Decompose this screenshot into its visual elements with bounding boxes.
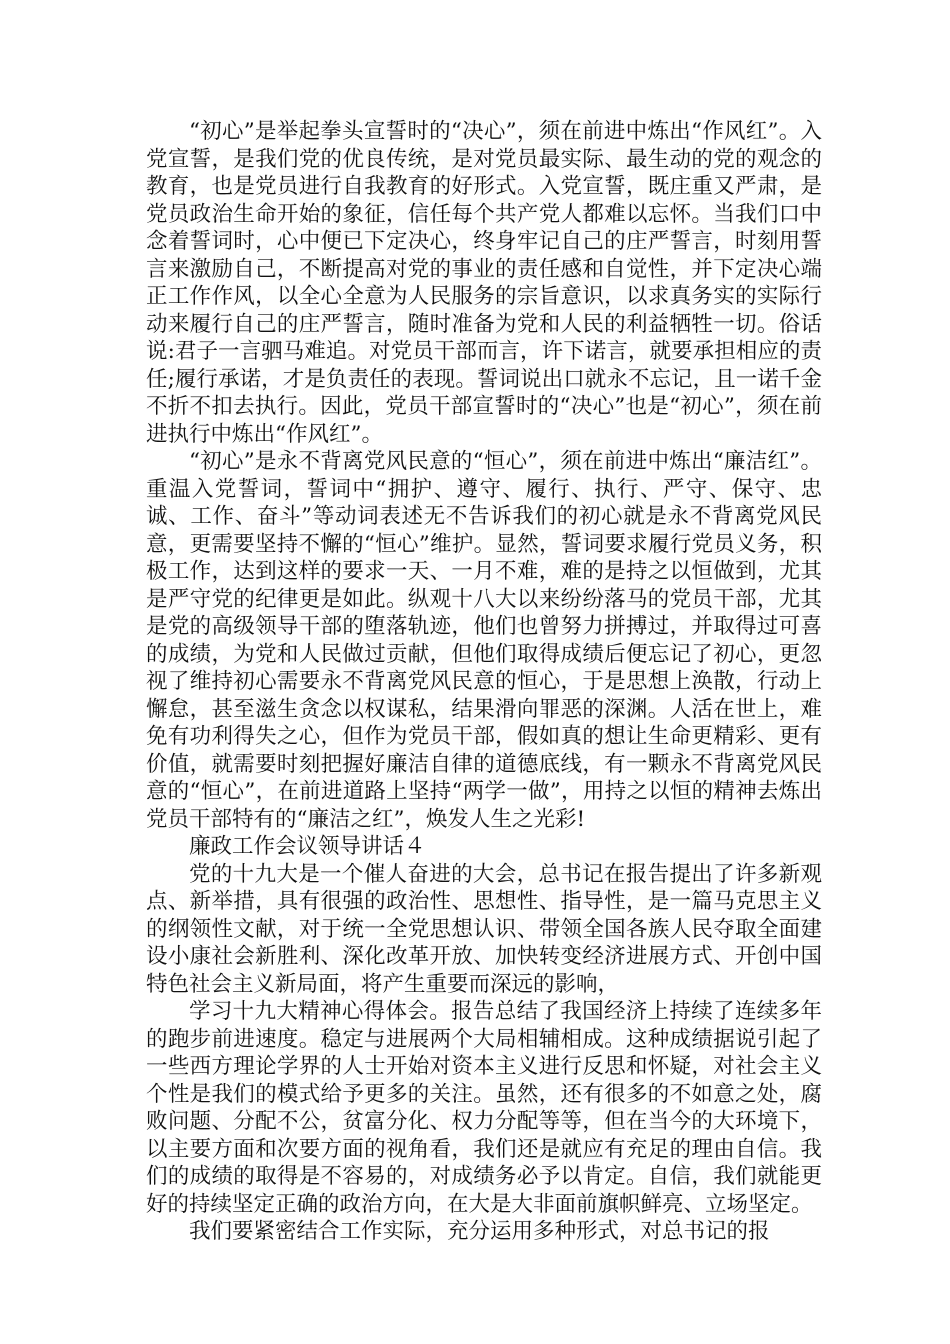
document-page bbox=[146, 118, 822, 1246]
paragraph-study-experience: 学习十九大精神心得体会。报告总结了我国经济上持续了连续多年的跑步前进速度。稳定与进展两个大局相辅相成。这种成绩据说引起了一些西方理论学界的人士开始对资本主义进行反思和怀疑，对社会主义个性是我们的模式给予更多的关注。虽然，还有很多的不如意之处，腐败问题、分配不公，贫富分化、权力分配等等，但在当今的大环境下，以主要方面和次要方面的视角看，我们还是就应有充足的理由自信。我们的成绩的取得是不容易的，对成绩务必予以肯定。自信，我们就能更好的持续坚定正确的政治方向，在大是大非面前旗帜鲜亮、立场坚定。 bbox=[146, 999, 822, 1217]
paragraph-nineteenth-congress: 党的十九大是一个催人奋进的大会，总书记在报告提出了许多新观点、新举措，具有很强的政治性、思想性、指导性，是一篇马克思主义的纲领性文献，对于统一全党思想认识、带领全国各族人民夺取全面建设小康社会新胜利、深化改革开放、加快转变经济进展方式、开创中国特色社会主义新局面，将产生重要而深远的影响， bbox=[146, 861, 822, 997]
paragraph-work-practice: 我们要紧密结合工作实际，充分运用多种形式，对总书记的报 bbox=[189, 1219, 770, 1244]
paragraph-initial-heart-perseverance: “初心”是永不背离党风民意的“恒心”，须在前进中炼出“廉洁红”。重温入党誓词，誓词中“拥护、遵守、履行、执行、严守、保守、忠诚、工作、奋斗”等动词表述无不告诉我们的初心就是永不背离党风民意，更需要坚持不懈的“恒心”维护。显然，誓词要求履行党员义务，积极工作，达到这样的要求一天、一月不难，难的是持之以恒做到，尤其是严守党的纪律更是如此。纵观十八大以来纷纷落马的党员干部，尤其是党的高级领导干部的堕落轨迹，他们也曾努力拼搏过，并取得过可喜的成绩，为党和人民做过贡献，但他们取得成绩后便忘记了初心，更忽视了维持初心需要永不背离党风民意的恒心，于是思想上涣散，行动上懈怠，甚至滋生贪念以权谋私，结果滑向罪恶的深渊。人活在世上，难免有功利得失之心，但作为党员干部，假如真的想让生命更精彩、更有价值，就需要时刻把握好廉洁自律的道德底线，有一颗永不背离党风民意的“恒心”，在前进道路上坚持“两学一做”，用持之以恒的精神去炼出党员干部特有的“廉洁之红”，焕发人生之光彩! bbox=[146, 449, 822, 832]
section-heading: 廉政工作会议领导讲话４ bbox=[189, 834, 426, 859]
paragraph-initial-heart-determination: “初心”是举起拳头宣誓时的“决心”，须在前进中炼出“作风红”。入党宣誓，是我们党的优良传统，是对党员最实际、最生动的党的观念的教育，也是党员进行自我教育的好形式。入党宣誓，既庄重又严肃，是党员政治生命开始的象征，信任每个共产党人都难以忘怀。当我们口中念着誓词时，心中便已下定决心，终身牢记自己的庄严誓言，时刻用誓言来激励自己，不断提高对党的事业的责任感和自觉性，并下定决心端正工作作风，以全心全意为人民服务的宗旨意识，以求真务实的实际行动来履行自己的庄严誓言，随时准备为党和人民的利益牺牲一切。俗话说:君子一言驷马难追。对党员干部而言，许下诺言，就要承担相应的责任;履行承诺，才是负责任的表现。誓词说出口就永不忘记，且一诺千金不折不扣去执行。因此，党员干部宣誓时的“决心”也是“初心”，须在前进执行中炼出“作风红”。 bbox=[146, 119, 822, 447]
